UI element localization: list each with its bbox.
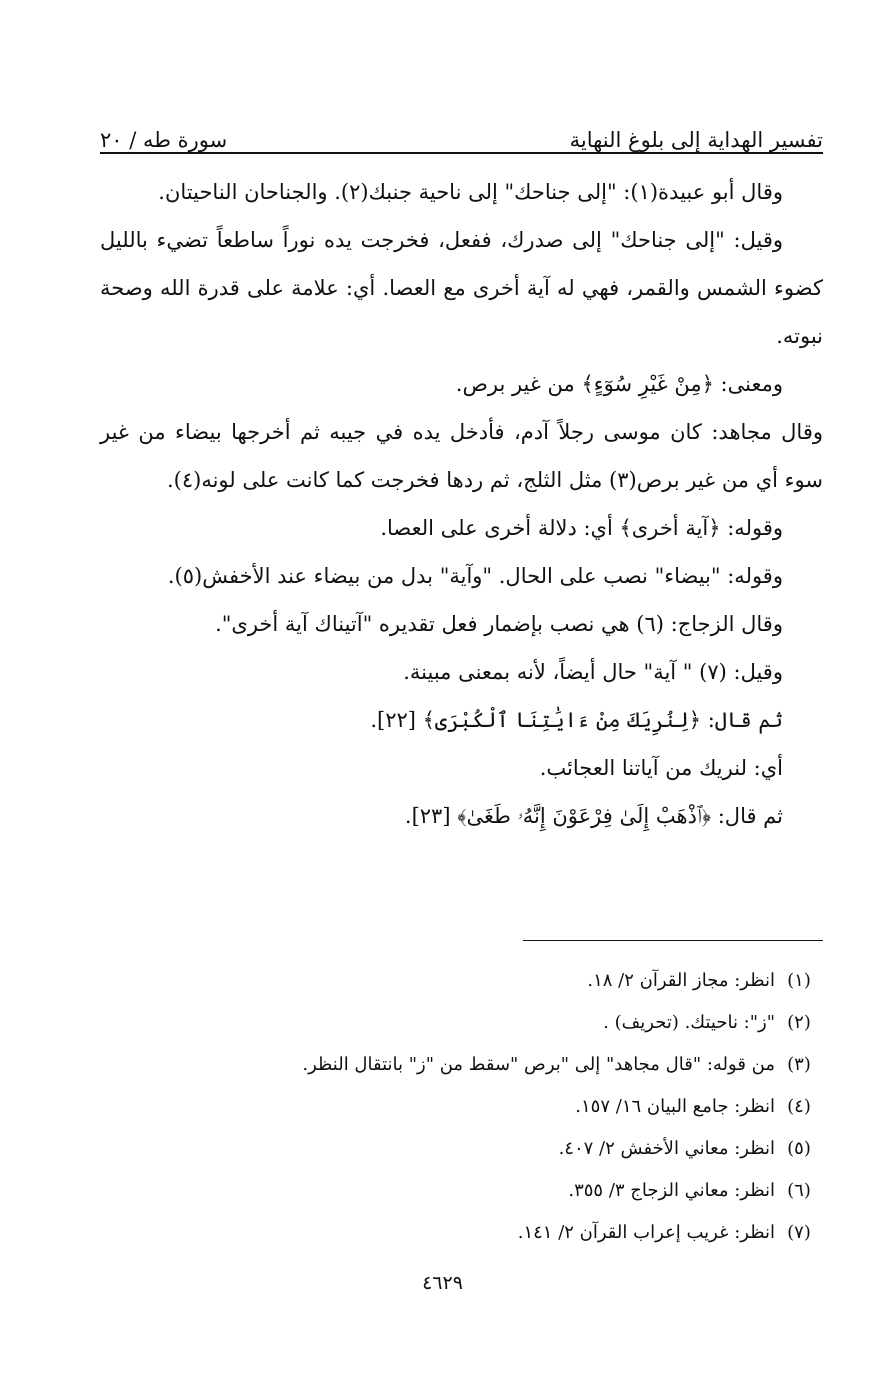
footnote-number: (١) <box>787 970 811 991</box>
footnote-text: انظر: جامع البيان ١٦/ ١٥٧. <box>575 1096 775 1117</box>
footnote-text: "ز": ناحيتك. (تحريف) . <box>603 1012 775 1033</box>
paragraph: وقال الزجاج: (٦) هي نصب بإضمار فعل تقديره "آتيناك آية أخرى". <box>215 612 783 636</box>
paragraph: وقوله: "بيضاء" نصب على الحال. "وآية" بدل من بيضاء عند الأخفش(٥). <box>167 564 783 588</box>
paragraph: أي: لنريك من آياتنا العجائب. <box>539 756 783 780</box>
paragraph: وقوله: ﴿آية أخرى﴾ أي: دلالة أخرى على العصا. <box>380 516 783 540</box>
footnote <box>100 1128 823 1170</box>
footnote-number: (٦) <box>787 1180 811 1201</box>
footnote-text: انظر: غريب إعراب القرآن ٢/ ١٤١. <box>517 1222 775 1243</box>
page-number: ٤٦٢٩ <box>422 1272 463 1294</box>
footnote-text: انظر: معاني الأخفش ٢/ ٤٠٧. <box>558 1138 775 1159</box>
footnote-rule <box>523 940 823 941</box>
paragraph: وقيل: "إلى جناحك" إلى صدرك، ففعل، فخرجت يده نوراً ساطعاً تضيء بالليل كضوء الشمس والقمر، فهي له آية أخرى مع العصا. أي: علامة على قدرة الله وصحة نبوته. <box>100 228 823 348</box>
footnote-number: (٤) <box>787 1096 811 1117</box>
footnote-number: (٢) <box>787 1012 811 1033</box>
paragraph: وقال أبو عبيدة(١): "إلى جناحك" إلى ناحية جنبك(٢). والجناحان الناحيتان. <box>158 180 783 204</box>
footnote <box>100 1170 823 1212</box>
footnote-text: انظر: معاني الزجاج ٣/ ٣٥٥. <box>568 1180 775 1201</box>
header-rule <box>100 152 823 154</box>
paragraph: وقال مجاهد: كان موسى رجلاً آدم، فأدخل يده في جيبه ثم أخرجها بيضاء من غير سوء أي من غير برص(٣) مثل الثلج، ثم ردها فخرجت كما كانت على لونه(٤). <box>100 420 823 492</box>
paragraph: ثم قال: ﴿لِنُرِيَكَ مِنْ ءَايَٰتِنَا ٱلْكُبْرَى﴾ [٢٢]. <box>370 708 783 732</box>
paragraph: ثم قال: ﴿ٱذْهَبْ إِلَىٰ فِرْعَوْنَ إِنَّهُۥ طَغَىٰ﴾ [٢٣]. <box>404 804 783 828</box>
footnotes <box>100 960 823 1254</box>
footnote-number: (٥) <box>787 1138 811 1159</box>
footnote-number: (٣) <box>787 1054 811 1075</box>
running-header <box>100 112 823 152</box>
main-text <box>100 168 823 840</box>
paragraph: ومعنى: ﴿مِنْ غَيْرِ سُوٓءٍ﴾ من غير برص. <box>455 372 783 396</box>
footnote <box>100 1086 823 1128</box>
footnote-text: انظر: مجاز القرآن ٢/ ١٨. <box>587 970 775 991</box>
footnote <box>100 1212 823 1254</box>
footnote-text: من قوله: "قال مجاهد" إلى "برص "سقط من "ز" بانتقال النظر. <box>302 1054 775 1075</box>
footnote <box>100 1044 823 1086</box>
footnote <box>100 960 823 1002</box>
surah-label: سورة طه / ٢٠ <box>100 128 228 152</box>
footnote <box>100 1002 823 1044</box>
paragraph: وقيل: (٧) " آية" حال أيضاً، لأنه بمعنى مبينة. <box>403 660 783 684</box>
book-title: تفسير الهداية إلى بلوغ النهاية <box>569 128 823 152</box>
footnote-number: (٧) <box>787 1222 811 1243</box>
